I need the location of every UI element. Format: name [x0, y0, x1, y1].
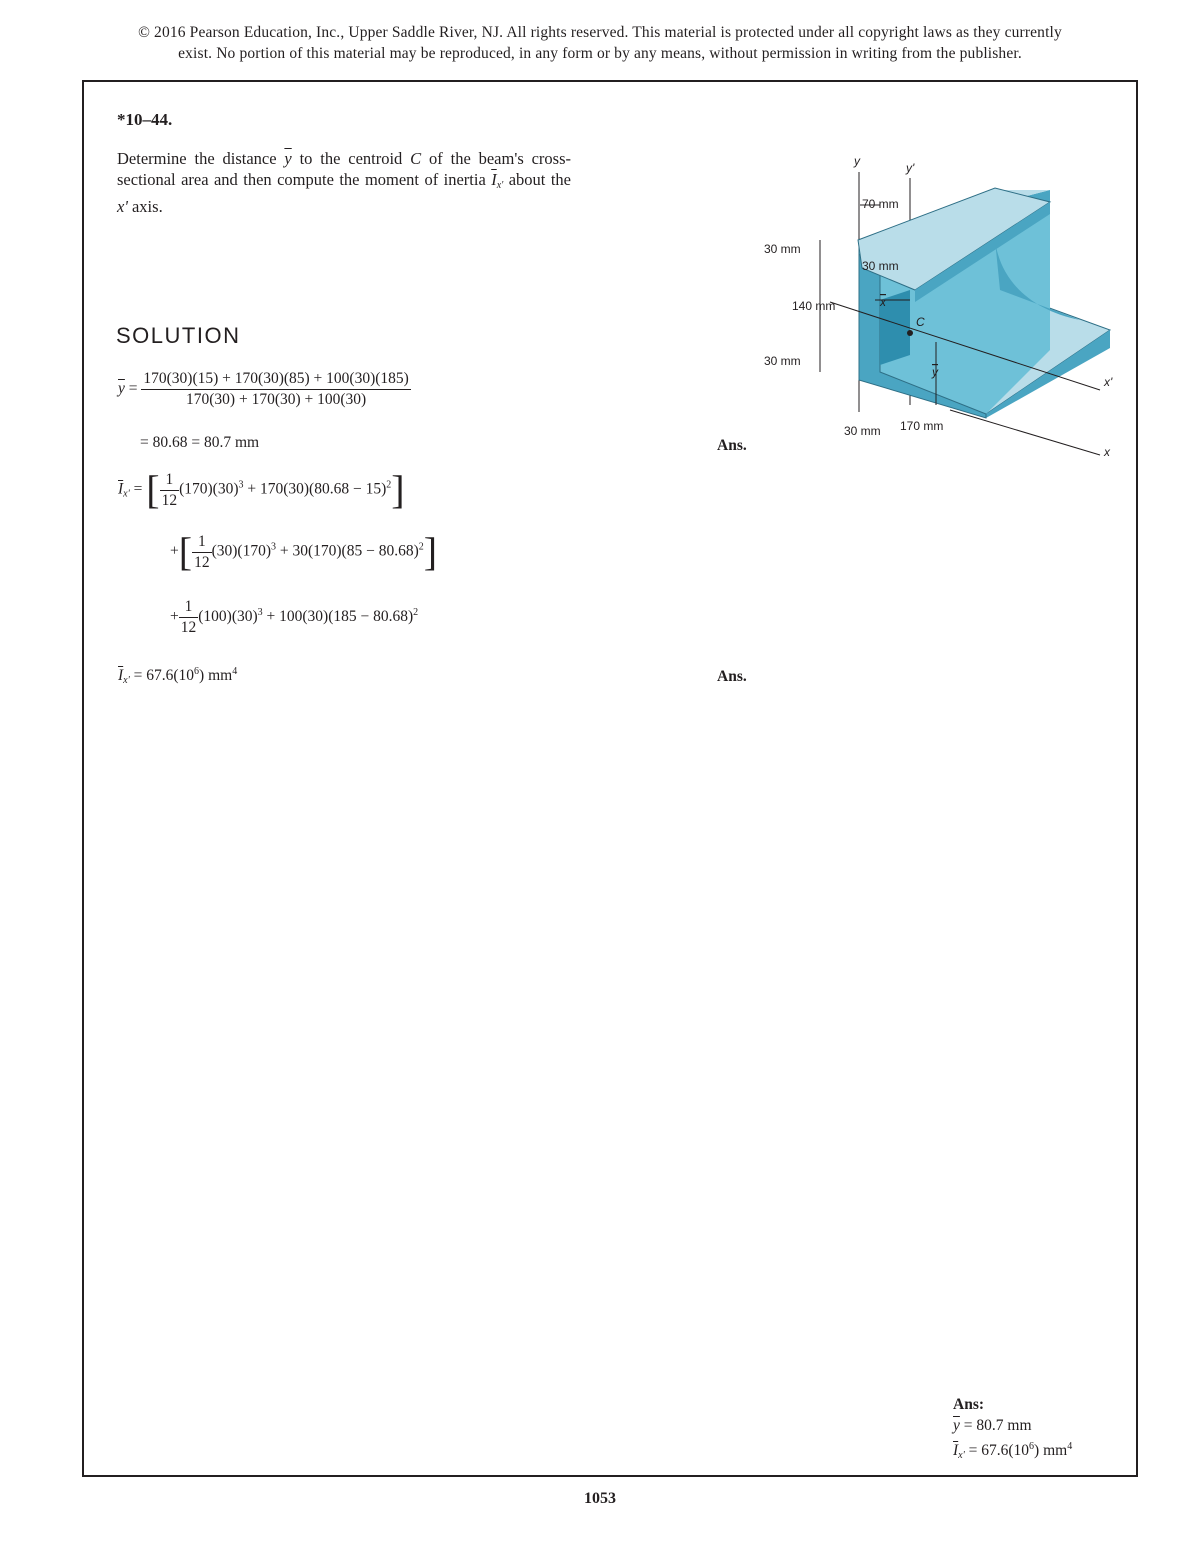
stmt-xprime: x' [117, 197, 128, 216]
frac-1-12-a [160, 471, 180, 510]
ybar-denominator: 170(30) + 170(30) + 100(30) [186, 391, 367, 408]
ans-label-1: Ans. [717, 437, 747, 454]
x-label: x [1104, 445, 1110, 459]
frac-1-12-b [192, 533, 212, 572]
page-number: 1053 [584, 1490, 616, 1507]
dim-label-170: 170 mm [900, 419, 944, 433]
answer-ix-value: = 67.6(10 [964, 1442, 1030, 1459]
ix-equation-line-3 [170, 598, 418, 637]
answer-ix [953, 1436, 1072, 1466]
bracket-close-2: ] [423, 529, 438, 574]
xbar-label: x [880, 295, 886, 309]
y-prime-label: y' [906, 161, 915, 175]
y-label: y [854, 154, 860, 168]
dim-label-bottom-30: 30 mm [764, 354, 801, 368]
answer-ix-symbol: $\overline{I}$ [953, 1442, 959, 1459]
bracket-close-1: ] [391, 467, 405, 512]
answer-panel [953, 1394, 1072, 1466]
dim-label-140: 140 mm [792, 299, 836, 313]
frac-b-den: 12 [194, 553, 210, 571]
plus-2: + [170, 542, 179, 560]
stmt-ibar: $\overline{I}$ [491, 170, 497, 189]
frac-a-num: 1 [160, 471, 180, 491]
term1-b: + 170(30)(80.68 − 15) [243, 480, 387, 498]
stmt-part-a: Determine the distance [117, 149, 285, 168]
stmt-centroid-c: C [410, 149, 422, 168]
ix-equation-line-1 [118, 467, 405, 512]
answer-ix-exp: 6 [1029, 1441, 1035, 1452]
frac-c-num: 1 [179, 598, 199, 618]
ix-result-unit: ) mm [199, 667, 233, 684]
term2-b: + 30(170)(85 − 80.68) [275, 542, 419, 560]
ix-eq-sign: = [133, 480, 143, 498]
plus-3: + [170, 608, 179, 626]
dim-label-web-30: 70 mm [862, 197, 899, 211]
ix-lhs-sub: x' [123, 488, 130, 500]
copyright-line-1: © 2016 Pearson Education, Inc., Upper Saddle River, NJ. All rights reserved. This material is protected under all copyright laws as they currently [138, 24, 1062, 41]
frac-b-num: 1 [192, 533, 212, 553]
answer-ybar-value: = 80.7 mm [959, 1417, 1032, 1434]
stmt-ibar-sub: x' [496, 180, 504, 191]
dim-label-top-30: 30 mm [764, 242, 801, 256]
stmt-part-e: axis. [127, 197, 163, 216]
bracket-open-2: [ [178, 529, 193, 574]
term2-sq: 2 [418, 541, 424, 553]
x-axis-line [950, 410, 1100, 455]
ybar-eq-sign: = [128, 380, 138, 398]
answer-ybar [953, 1415, 1072, 1436]
dim-label-70: 30 mm [862, 259, 899, 273]
centroid-point [907, 330, 913, 336]
ybar-lhs: $\overline{y}$ [118, 380, 125, 398]
ybar-numerator: 170(30)(15) + 170(30)(85) + 100(30)(185) [141, 370, 410, 390]
ix-result-lhs: $\overline{I}$ [118, 667, 124, 684]
term1-sq: 2 [386, 479, 392, 491]
ybar-label: y [932, 365, 938, 379]
problem-statement [117, 148, 571, 217]
problem-number: *10–44. [117, 110, 173, 129]
answer-ix-unit: ) mm [1034, 1442, 1068, 1459]
answer-ybar-symbol: $\overline{y}$ [953, 1417, 960, 1434]
term3-sq: 2 [413, 607, 419, 619]
term3-cube: 3 [257, 607, 263, 619]
term1-cube: 3 [238, 479, 244, 491]
answer-heading: Ans: [953, 1396, 985, 1413]
answer-ix-unit-exp: 4 [1067, 1441, 1073, 1452]
copyright-line-2: exist. No portion of this material may be reproduced, in any form or by any means, without permission in writing from the publisher. [178, 45, 1022, 62]
dim-label-base-30: 30 mm [844, 424, 881, 438]
ans-label-2: Ans. [717, 668, 747, 685]
centroid-label: C [916, 315, 925, 329]
frac-c-den: 12 [180, 619, 197, 636]
solution-heading: SOLUTION [116, 323, 241, 348]
ybar-equation [118, 370, 411, 409]
x-prime-label: x' [1104, 375, 1113, 389]
term2-a: (30)(170) [211, 542, 271, 560]
stmt-part-c: of the beam's cross-sectional area and then compute the moment of inertia [117, 149, 571, 189]
frac-a-den: 12 [161, 491, 178, 509]
ix-result-sub: x' [123, 675, 130, 686]
ix-result [118, 666, 237, 686]
stmt-part-d: about the [503, 170, 571, 189]
bracket-open-1: [ [146, 467, 160, 512]
term2-cube: 3 [270, 541, 276, 553]
term3-a: (100)(30) [198, 608, 258, 626]
ix-result-unit-exp: 4 [232, 666, 238, 677]
beam-figure [750, 150, 1130, 470]
stmt-ybar: $\overline{y}$ [284, 149, 292, 168]
ix-result-exp: 6 [194, 666, 200, 677]
copyright-notice [60, 22, 1140, 64]
ybar-fraction [141, 370, 410, 409]
ix-equation-line-2 [170, 529, 438, 574]
ix-result-value: = 67.6(10 [133, 667, 195, 684]
frac-1-12-c [179, 598, 199, 637]
answer-ix-sub: x' [958, 1450, 965, 1461]
ybar-result: = 80.68 = 80.7 mm [140, 434, 260, 451]
stmt-part-b: to the centroid [291, 149, 411, 168]
ix-lhs: $\overline{I}$ [118, 480, 124, 498]
term1-a: (170)(30) [179, 480, 239, 498]
term3-b: + 100(30)(185 − 80.68) [262, 608, 414, 626]
